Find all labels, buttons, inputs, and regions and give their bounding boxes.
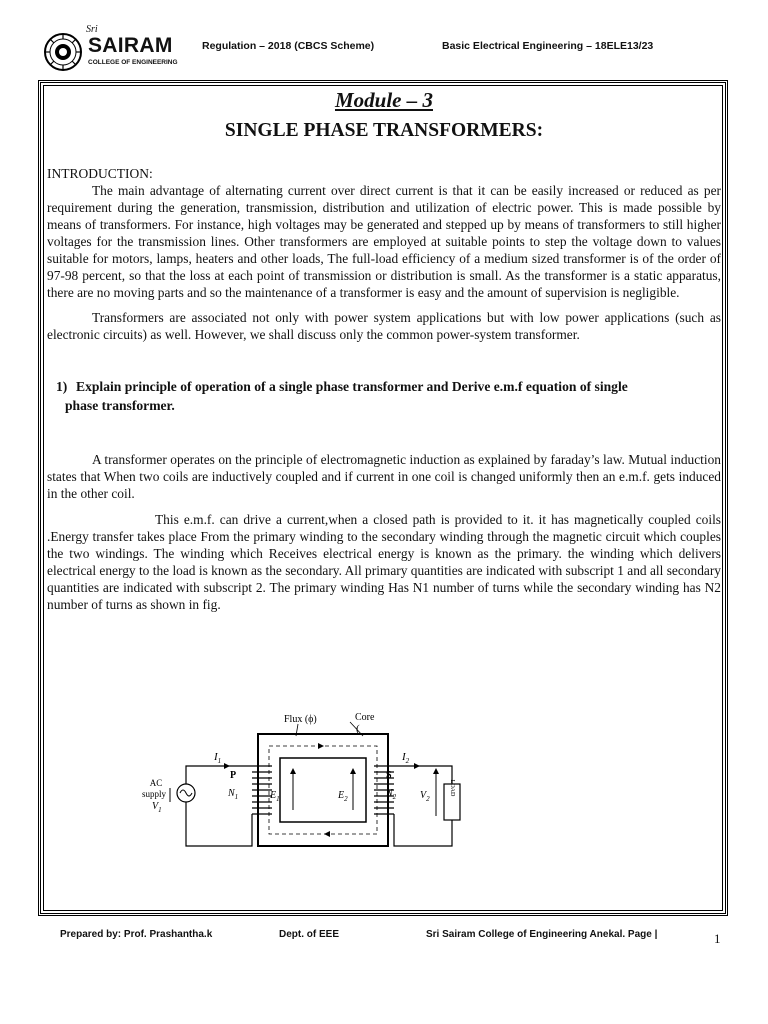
question-number: 1) <box>56 379 68 394</box>
svg-text:(: ( <box>356 723 360 735</box>
flux-label: Flux (ϕ) <box>284 714 317 725</box>
question-continuation: phase transformer. <box>65 398 175 413</box>
current-arrow-icon <box>224 763 230 769</box>
label-n2: $N_2$ <box>386 788 397 801</box>
page-title: SINGLE PHASE TRANSFORMERS: <box>224 120 544 141</box>
label-ac: AC <box>149 778 163 788</box>
label-v1: $V_1$ <box>152 801 162 814</box>
flux-path <box>269 746 377 834</box>
principle-paragraph-1: A transformer operates on the principle of electromagnetic induction as explained by faraday’s law. Mutual induction states that When two coils are inductively coupled and if current in one coil is changed uniformly then an e.m.f. gets induced in the other coil. <box>47 452 721 501</box>
question-text: Explain principle of operation of a single phase transformer and Derive e.m.f equation of single <box>76 379 628 394</box>
course-label: Basic Electrical Engineering – 18ELE13/23 <box>442 40 654 52</box>
label-e1: $E_1$ <box>270 790 280 803</box>
label-i2: $I_2$ <box>402 751 410 765</box>
prepared-by: Prepared by: Prof. Prashantha.k <box>60 929 213 940</box>
principle-paragraph-2: This e.m.f. can drive a current,when a closed path is provided to it. it has magnetically coupled coils .Energy transfer takes place From the primary winding to the secondary winding through the magnetic circuit which couples the two windings. The winding which Receives electrical energy is known as the primary. the winding which delivers electrical energy to the load is known as the secondary. All primary quantities are indicated with subscript 1 and all secondary quantities are indicated with subscript 2. The primary winding Has N1 number of turns while the secondary winding has N2 number of turns as shown in fig. <box>47 512 721 612</box>
intro-heading: INTRODUCTION: <box>47 166 153 181</box>
transformer-diagram <box>118 706 468 866</box>
emf-arrow-icon <box>350 768 356 774</box>
module-heading: Module – 3 <box>334 88 433 112</box>
label-n1: $N_1$ <box>228 788 239 801</box>
label-v2: $V_2$ <box>420 790 430 803</box>
core-label: Core <box>355 712 375 723</box>
department: Dept. of EEE <box>279 929 340 940</box>
intro-paragraph-2: Transformers are associated not only with power system applications but with low power applications (such as electronic circuits) as well. However, we shall discuss only the common power-system transformer. <box>47 310 721 342</box>
label-s: S <box>386 770 392 781</box>
label-supply: supply <box>141 789 167 799</box>
current-arrow-icon <box>414 763 420 769</box>
flux-arrow-icon <box>324 831 330 837</box>
label-load: LOAD <box>449 779 455 797</box>
brand-subtitle: COLLEGE OF ENGINEERING <box>88 59 178 66</box>
flux-arrow-icon <box>318 743 324 749</box>
label-e2: $E_2$ <box>338 790 348 803</box>
college-footer: Sri Sairam College of Engineering Anekal. Page | <box>426 929 658 940</box>
page-content <box>47 88 721 613</box>
brand-prefix: Sri <box>86 24 98 35</box>
page-number: 1 <box>714 931 721 946</box>
label-i1: $I_1$ <box>214 751 222 765</box>
regulation-label: Regulation – 2018 (CBCS Scheme) <box>202 40 375 52</box>
core-outer <box>258 734 388 846</box>
college-logo-icon <box>43 32 83 72</box>
label-p: P <box>230 770 237 781</box>
brand-name: SAIRAM <box>88 34 173 57</box>
emf-arrow-icon <box>290 768 296 774</box>
page-header <box>40 24 728 78</box>
question-1 <box>47 377 721 415</box>
voltage-arrow-icon <box>433 768 439 774</box>
intro-paragraph-1: The main advantage of alternating current over direct current is that it can be easily increased or reduced as per requirement during the generation, transmission, distribution and utilization of electric power. This is made possible by means of transformers. For instance, high voltages may be generated and stepped up by means of transformers to still higher voltages for the transmission lines. Other transformers are employed at suitable points to step the voltage down to values suitable for motors, lamps, heaters and other loads, The full-load efficiency of a medium sized transformer is of the order of 97-98 percent, so that the loss at each point of transmission or distribution is small. As the transformer is a static apparatus, there are no moving parts and so the maintenance of a transformer is easy and the amount of supervision is negligible. <box>47 183 721 300</box>
